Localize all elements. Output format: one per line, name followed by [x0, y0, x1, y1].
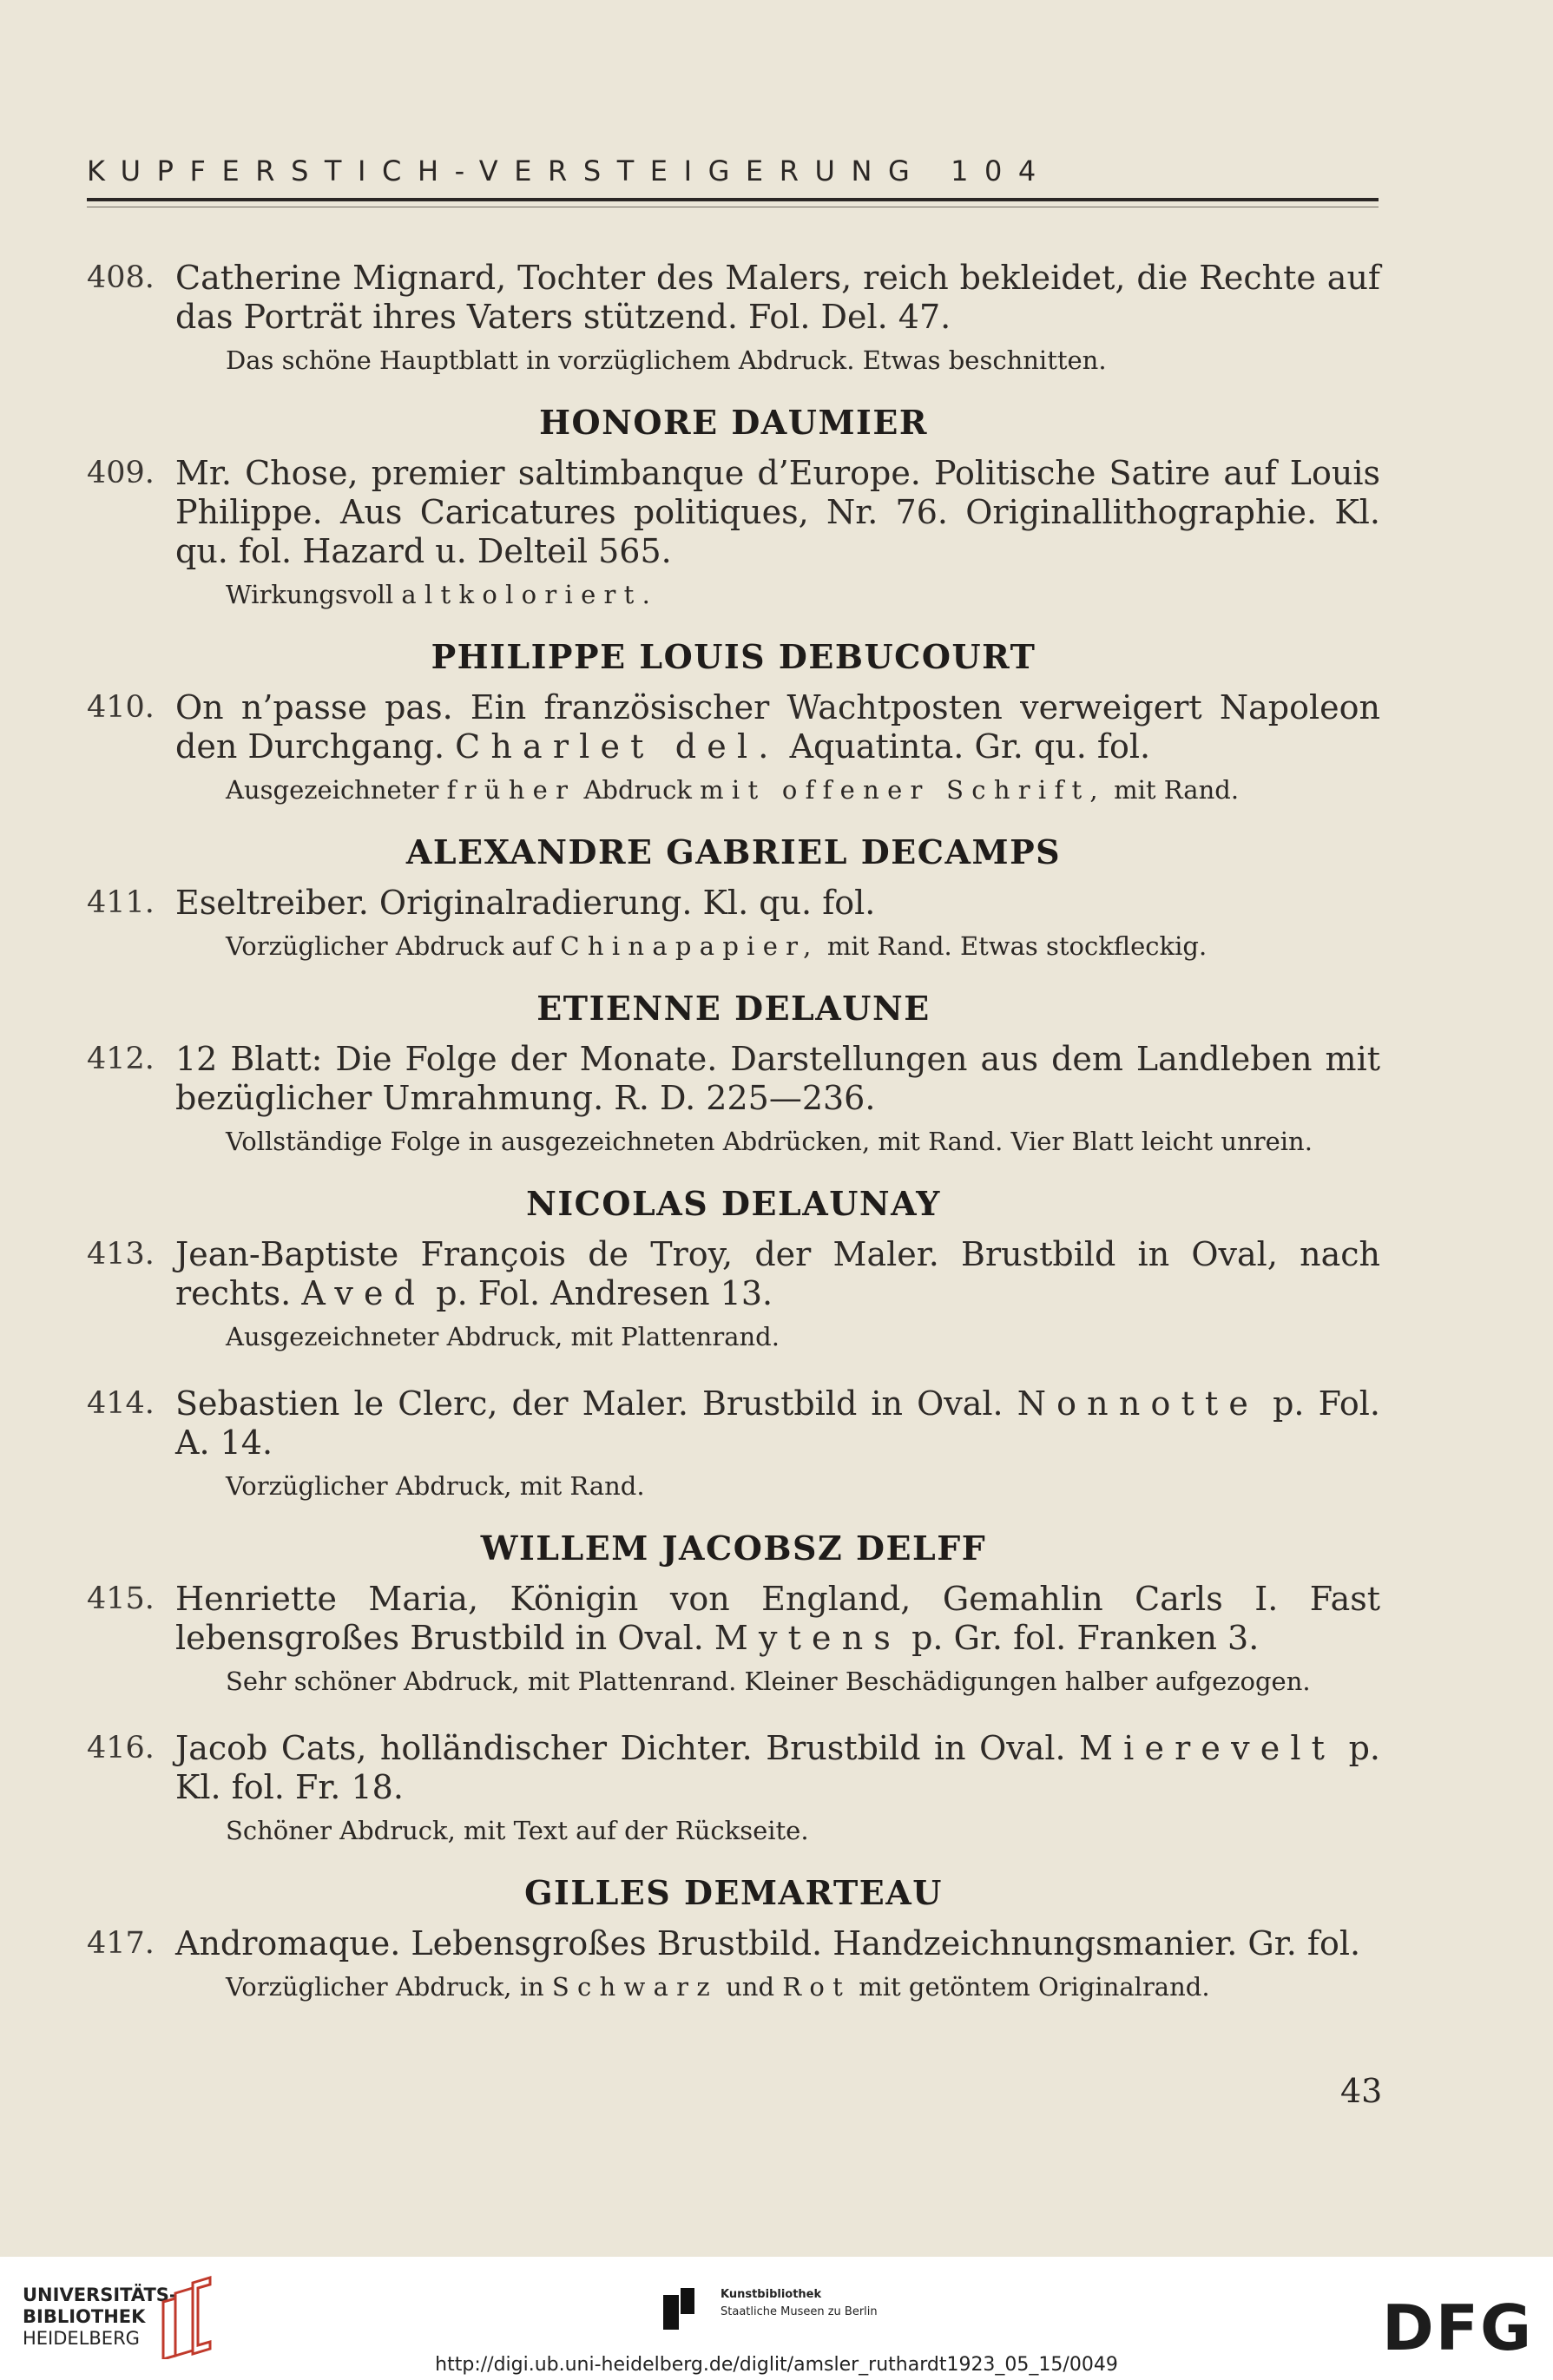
ub-logo-line: BIBLIOTHEK	[23, 2306, 146, 2327]
ub-logo-line: UNIVERSITÄTS-	[23, 2285, 177, 2305]
spacer	[87, 1365, 1380, 1384]
entry-number: 411.	[87, 885, 155, 920]
title-text: p. Kl. fol. Fr. 18.	[175, 1729, 1380, 1806]
entry-title: Catherine Mignard, Tochter des Malers, reich bekleidet, die Rechte auf das Porträt ihres Vaters stützend. Fol. Del. 47.	[175, 259, 1380, 336]
dfg-logo: DFG	[1382, 2291, 1534, 2364]
artist-heading: ALEXANDRE GABRIEL DECAMPS	[405, 832, 1062, 871]
note-text: Vorzüglicher Abdruck auf	[226, 931, 561, 961]
kunstbibliothek-logo-icon	[661, 2286, 696, 2331]
entry-title	[175, 688, 1380, 766]
entry-number: 414.	[87, 1386, 155, 1421]
entry-note	[226, 1970, 1380, 2003]
running-header: KUPFERSTICH-VERSTEIGERUNG 104	[87, 155, 1052, 187]
artist-heading: ETIENNE DELAUNE	[536, 989, 931, 1028]
note-text: mit getöntem Originalrand.	[851, 1972, 1210, 2002]
kb-subtitle: Staatliche Museen zu Berlin	[721, 2305, 878, 2318]
title-emphasis: Mytens	[714, 1619, 901, 1657]
kunstbibliothek-label	[721, 2286, 878, 2321]
note-emphasis: mit offener Schrift,	[700, 775, 1106, 805]
artist-heading: HONORE DAUMIER	[539, 403, 928, 442]
catalog-entry	[87, 1384, 1380, 1502]
title-emphasis: Aved	[301, 1274, 426, 1312]
ub-logo-line: HEIDELBERG	[23, 2328, 140, 2349]
catalog-content	[87, 259, 1380, 2015]
entry-note: Vollständige Folge in ausgezeichneten Abdrücken, mit Rand. Vier Blatt leicht unrein.	[226, 1127, 1313, 1156]
artist-heading: PHILIPPE LOUIS DEBUCOURT	[431, 637, 1036, 676]
title-text: p. Fol. Andresen 13.	[425, 1274, 773, 1312]
entry-title: 12 Blatt: Die Folge der Monate. Darstellungen aus dem Landleben mit bezüglicher Umrahmung. R. D. 225—236.	[175, 1040, 1380, 1117]
note-emphasis: altkoloriert.	[401, 580, 659, 609]
entry-note	[226, 773, 1380, 806]
entry-note: Das schöne Hauptblatt in vorzüglichem Abdruck. Etwas beschnitten.	[226, 345, 1107, 375]
entry-title	[175, 1235, 1380, 1313]
entry-number: 409.	[87, 456, 155, 490]
catalog-entry	[87, 259, 1380, 377]
kb-name	[721, 2286, 878, 2304]
catalog-entry	[87, 1580, 1380, 1698]
entry-title	[175, 1384, 1380, 1463]
title-text: Jean-Baptiste François de Troy, der Maler. Brustbild in Oval, nach rechts.	[175, 1235, 1380, 1312]
entry-number: 413.	[87, 1237, 155, 1272]
permalink-url[interactable]: http://digi.ub.uni-heidelberg.de/diglit/amsler_ruthardt1923_05_15/0049	[435, 2354, 1118, 2376]
catalog-entry	[87, 884, 1380, 963]
note-text: mit Rand.	[1105, 775, 1240, 805]
catalog-entry	[87, 1924, 1380, 2003]
entry-title	[175, 1580, 1380, 1658]
page-number: 43	[1340, 2072, 1383, 2110]
note-text: mit Rand. Etwas stockfleckig.	[819, 931, 1208, 961]
ub-emblem-icon	[158, 2276, 215, 2359]
catalog-entry	[87, 454, 1380, 611]
spacer	[87, 1710, 1380, 1729]
artist-heading: GILLES DEMARTEAU	[524, 1873, 943, 1912]
entry-number: 416.	[87, 1731, 155, 1765]
entry-title: Andromaque. Lebensgroßes Brustbild. Handzeichnungsmanier. Gr. fol.	[175, 1924, 1361, 1963]
ub-heidelberg-logo[interactable]	[23, 2285, 177, 2350]
title-emphasis: Mierevelt	[1079, 1729, 1336, 1767]
entry-number: 412.	[87, 1042, 155, 1076]
catalog-entry	[87, 688, 1380, 806]
catalog-entry	[87, 1040, 1380, 1158]
title-text: Aquatinta. Gr. qu. fol.	[779, 727, 1151, 766]
entry-title	[175, 1729, 1380, 1807]
artist-heading: WILLEM JACOBSZ DELFF	[480, 1529, 987, 1568]
title-text: Henriette Maria, Königin von England, Gemahlin Carls I. Fast lebensgroßes Brustbild in Oval.	[175, 1580, 1380, 1657]
note-text: Abdruck	[576, 775, 701, 805]
entry-number: 410.	[87, 690, 155, 725]
title-text: On n’passe pas. Ein französischer Wachtposten verweigert Napoleon den Durchgang.	[175, 688, 1380, 766]
note-text: Wirkungsvoll	[226, 580, 402, 609]
title-text: p. Fol. A. 14.	[175, 1384, 1380, 1462]
title-text: Jacob Cats, holländischer Dichter. Brustbild in Oval.	[175, 1729, 1080, 1767]
title-text: p. Gr. fol. Franken 3.	[901, 1619, 1260, 1657]
artist-heading: NICOLAS DELAUNAY	[526, 1184, 941, 1223]
note-text: und	[717, 1972, 783, 2002]
title-emphasis: Charlet del.	[455, 727, 780, 766]
entry-note: Sehr schöner Abdruck, mit Plattenrand. Kleiner Beschädigungen halber aufgezogen.	[226, 1667, 1311, 1696]
note-emphasis: Schwarz	[551, 1972, 718, 2002]
entry-number: 408.	[87, 260, 155, 295]
entry-note: Ausgezeichneter Abdruck, mit Plattenrand.	[226, 1322, 780, 1351]
note-emphasis: früher	[446, 775, 576, 805]
entry-note	[226, 578, 1380, 611]
catalog-entry	[87, 1235, 1380, 1353]
note-text: Ausgezeichneter	[226, 775, 447, 805]
entry-number: 417.	[87, 1926, 155, 1961]
entry-number: 415.	[87, 1581, 155, 1616]
catalog-entry	[87, 1729, 1380, 1847]
note-emphasis: Chinapapier,	[560, 931, 819, 961]
title-emphasis: Nonnotte	[1017, 1384, 1259, 1423]
kb-name-text: Kunstbibliothek	[721, 2288, 822, 2301]
note-emphasis: Rot	[782, 1972, 852, 2002]
entry-note	[226, 930, 1380, 963]
entry-note: Schöner Abdruck, mit Text auf der Rückseite.	[226, 1816, 809, 1845]
header-rule	[87, 198, 1379, 201]
title-text: Sebastien le Clerc, der Maler. Brustbild in Oval.	[175, 1384, 1017, 1423]
entry-note: Vorzüglicher Abdruck, mit Rand.	[226, 1471, 645, 1501]
entry-title: Eseltreiber. Originalradierung. Kl. qu. fol.	[175, 884, 876, 922]
note-text: Vorzüglicher Abdruck, in	[226, 1972, 552, 2002]
entry-title: Mr. Chose, premier saltimbanque d’Europe. Politische Satire auf Louis Philippe. Aus Caricatures politiques, Nr. 76. Originallithographie. Kl. qu. fol. Hazard u. Delteil 565.	[175, 454, 1380, 570]
